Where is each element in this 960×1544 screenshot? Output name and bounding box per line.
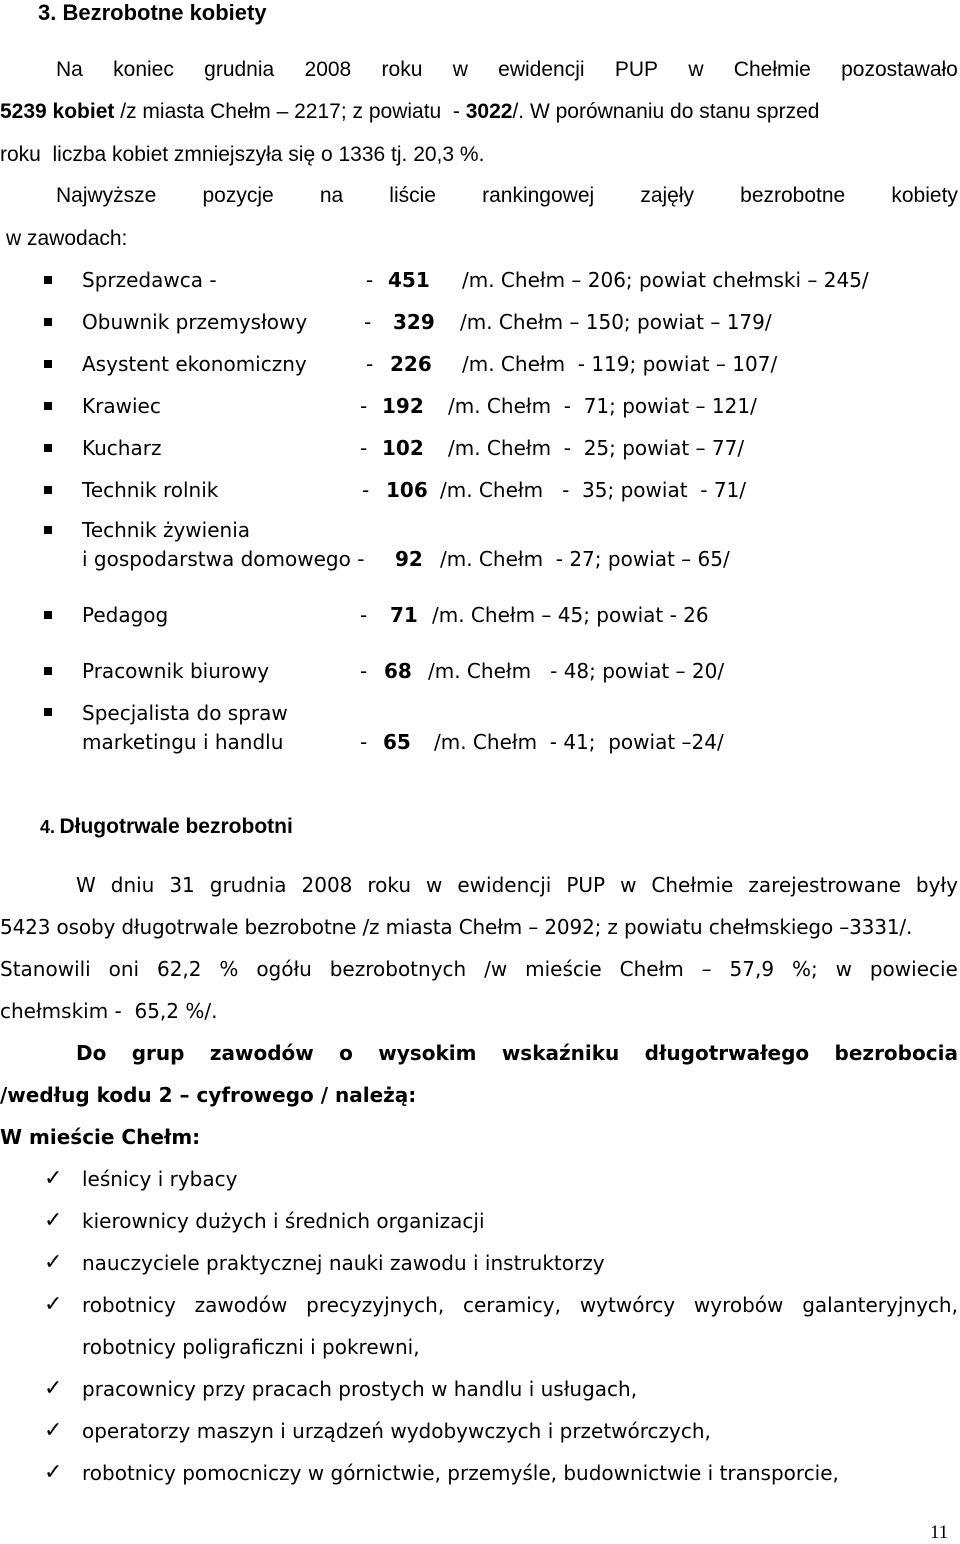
- check-item: operatorzy maszyn i urządzeń wydobywczych i przetwórczych,: [82, 1419, 711, 1443]
- powiat-women-count: 3022: [465, 100, 513, 123]
- bullet-icon: [44, 318, 52, 326]
- check-icon: ✓: [44, 1418, 63, 1443]
- occupation-breakdown: /m. Chełm - 119; powiat – 107/: [462, 352, 778, 376]
- para-2-line-1: [56, 184, 958, 208]
- check-icon: ✓: [44, 1166, 63, 1191]
- word: liście: [389, 184, 436, 207]
- word: koniec: [113, 58, 174, 81]
- word: pozostawało: [841, 58, 958, 81]
- occupation-dash: -: [360, 659, 368, 683]
- word: roku: [381, 58, 423, 81]
- bullet-icon: [44, 402, 52, 410]
- word: bezrobotne: [740, 184, 846, 207]
- word: PUP: [614, 58, 659, 81]
- word: Stanowili: [0, 957, 91, 981]
- check-icon: ✓: [44, 1208, 63, 1233]
- bullet-icon: [44, 708, 52, 716]
- word: w: [688, 58, 704, 81]
- word: precyzyjnych,: [306, 1293, 445, 1317]
- occupation-name: Pedagog: [82, 603, 169, 627]
- occupation-name: Technik żywienia: [82, 518, 251, 542]
- word: grudnia: [204, 58, 275, 81]
- check-icon: ✓: [44, 1376, 63, 1401]
- word: Chełmie: [733, 58, 811, 81]
- word: /w: [484, 957, 508, 981]
- word: wytwórcy: [579, 1293, 676, 1317]
- word: w: [452, 58, 468, 81]
- occupation-count: 192: [382, 394, 424, 418]
- sec4-para-line-4: chełmskim - 65,2 %/.: [0, 999, 218, 1023]
- occupation-breakdown: /m. Chełm - 71; powiat – 121/: [448, 394, 757, 418]
- occupation-breakdown: /m. Chełm – 150; powiat – 179/: [460, 310, 772, 334]
- bullet-icon: [44, 276, 52, 284]
- sec4-para-line-1: [76, 873, 958, 897]
- occupation-count: 68: [384, 659, 412, 683]
- occupation-count: 92: [395, 547, 423, 571]
- check-item: nauczyciele praktycznej nauki zawodu i instruktorzy: [82, 1251, 605, 1275]
- para-2-line-2: w zawodach:: [6, 227, 128, 250]
- word: Chełm: [619, 957, 684, 981]
- occupation-dash: -: [360, 394, 368, 418]
- word: W: [76, 873, 96, 897]
- word: Na: [56, 58, 83, 81]
- word: roku: [367, 873, 412, 897]
- occupation-name: Asystent ekonomiczny: [82, 352, 307, 376]
- occupation-breakdown: /m. Chełm - 41; powiat –24/: [434, 730, 724, 754]
- occupation-name: Sprzedawca -: [82, 268, 217, 292]
- check-icon: ✓: [44, 1250, 63, 1275]
- occupation-dash: -: [360, 730, 368, 754]
- word: bezrobocia: [834, 1041, 958, 1065]
- check-icon: ✓: [44, 1292, 63, 1317]
- occupation-count: 451: [388, 268, 430, 292]
- word: Chełmie: [651, 873, 734, 897]
- section-4-heading: [40, 815, 293, 839]
- bold-intro-line-2: /według kodu 2 – cyfrowego / należą:: [0, 1083, 417, 1107]
- occupation-breakdown: /m. Chełm - 48; powiat – 20/: [428, 659, 725, 683]
- bullet-icon: [44, 486, 52, 494]
- occupation-breakdown: /m. Chełm – 206; powiat chełmski – 245/: [462, 268, 869, 292]
- check-icon: ✓: [44, 1460, 63, 1485]
- bullet-icon: [44, 526, 52, 534]
- word: grudnia: [209, 873, 287, 897]
- para-1-line-1: [56, 58, 958, 82]
- section-4-number: 4.: [40, 817, 56, 837]
- word: w: [426, 873, 443, 897]
- bullet-icon: [44, 667, 52, 675]
- word: ewidencji: [498, 58, 585, 81]
- para-1-line-2: [0, 100, 819, 124]
- occupation-name: Kucharz: [82, 436, 162, 460]
- word: –: [701, 957, 712, 981]
- word: pozycje: [202, 184, 274, 207]
- word: długotrwałego: [644, 1041, 810, 1065]
- word: wyrobów: [693, 1293, 784, 1317]
- occupation-count: 102: [382, 436, 424, 460]
- occupation-dash: -: [360, 436, 368, 460]
- word: Do: [76, 1041, 107, 1065]
- bullet-icon: [44, 360, 52, 368]
- occupation-dash: -: [362, 478, 370, 502]
- check-item: robotnicy pomocniczy w górnictwie, przemyśle, budownictwie i transporcie,: [82, 1461, 839, 1485]
- word: zawodów: [194, 1293, 288, 1317]
- word: 2008: [301, 873, 353, 897]
- word: zajęły: [640, 184, 695, 207]
- check-item: pracownicy przy pracach prostych w handlu i usługach,: [82, 1377, 638, 1401]
- word: PUP: [566, 873, 606, 897]
- word: na: [319, 184, 344, 207]
- section-3-heading: 3. Bezrobotne kobiety: [38, 0, 267, 25]
- occupation-name: Krawiec: [82, 394, 161, 418]
- word: zarejestrowane: [748, 873, 901, 897]
- word: dniu: [110, 873, 155, 897]
- word: były: [915, 873, 958, 897]
- word: Najwyższe: [56, 184, 157, 207]
- word: o: [339, 1041, 353, 1065]
- section-4-title: Długotrwale bezrobotni: [59, 815, 293, 838]
- occupation-name: Specjalista do spraw: [82, 701, 288, 725]
- word: ewidencji: [457, 873, 552, 897]
- check-item: kierownicy dużych i średnich organizacji: [82, 1209, 485, 1233]
- occupation-count: 226: [390, 352, 432, 376]
- occupation-dash: -: [366, 352, 374, 376]
- word: bezrobotnych: [329, 957, 467, 981]
- para-1-line-2-end: /. W porównaniu do stanu sprzed: [512, 100, 820, 123]
- occupation-count: 65: [383, 730, 411, 754]
- bold-intro-line-1: [76, 1041, 958, 1065]
- word: kobiety: [891, 184, 958, 207]
- occupation-count: 106: [386, 478, 428, 502]
- occupation-dash: -: [366, 268, 374, 292]
- women-count: 5239 kobiet: [0, 100, 115, 123]
- occupation-breakdown: /m. Chełm - 35; powiat - 71/: [440, 478, 747, 502]
- sec4-para-line-2: 5423 osoby długotrwale bezrobotne /z miasta Chełm – 2092; z powiatu chełmskiego –3331/.: [0, 915, 913, 939]
- word: w: [835, 957, 852, 981]
- occupation-count: 329: [393, 310, 435, 334]
- word: 57,9: [729, 957, 775, 981]
- word: w: [620, 873, 637, 897]
- word: mieście: [525, 957, 602, 981]
- check-item: leśnicy i rybacy: [82, 1167, 238, 1191]
- para-1-line-2-mid: /z miasta Chełm – 2217; z powiatu -: [114, 100, 466, 123]
- occupation-name-cont: marketingu i handlu: [82, 730, 284, 754]
- word: robotnicy: [82, 1293, 176, 1317]
- occupation-name: Technik rolnik: [82, 478, 219, 502]
- word: zawodów: [209, 1041, 314, 1065]
- occupation-name: Pracownik biurowy: [82, 659, 270, 683]
- occupation-name-cont: i gospodarstwa domowego -: [82, 547, 365, 571]
- word: wskaźniku: [501, 1041, 620, 1065]
- word: grup: [131, 1041, 185, 1065]
- word: powiecie: [869, 957, 958, 981]
- bold-intro-line-3: W mieście Chełm:: [0, 1125, 201, 1149]
- word: oni: [108, 957, 140, 981]
- occupation-dash: -: [360, 603, 368, 627]
- occupation-breakdown: /m. Chełm – 45; powiat - 26: [432, 603, 709, 627]
- bullet-icon: [44, 444, 52, 452]
- occupation-name: Obuwnik przemysłowy: [82, 310, 308, 334]
- word: %;: [791, 957, 818, 981]
- occupation-breakdown: /m. Chełm - 27; powiat – 65/: [440, 547, 730, 571]
- check-item-4-line-2: robotnicy poligraficzni i pokrewni,: [82, 1335, 420, 1359]
- para-1-line-3: roku liczba kobiet zmniejszyła się o 1336 tj. 20,3 %.: [0, 143, 485, 166]
- word: 62,2: [156, 957, 202, 981]
- sec4-para-line-3: [0, 957, 958, 981]
- word: wysokim: [378, 1041, 477, 1065]
- word: 31: [169, 873, 195, 897]
- occupation-dash: -: [364, 310, 372, 334]
- occupation-breakdown: /m. Chełm - 25; powiat – 77/: [448, 436, 745, 460]
- bullet-icon: [44, 611, 52, 619]
- word: 2008: [304, 58, 352, 81]
- check-item-4-line-1: [82, 1293, 958, 1317]
- word: %: [219, 957, 239, 981]
- word: galanteryjnych,: [802, 1293, 958, 1317]
- word: ceramicy,: [462, 1293, 561, 1317]
- page-number: 11: [930, 1522, 949, 1543]
- word: ogółu: [256, 957, 312, 981]
- word: rankingowej: [482, 184, 595, 207]
- occupation-count: 71: [390, 603, 418, 627]
